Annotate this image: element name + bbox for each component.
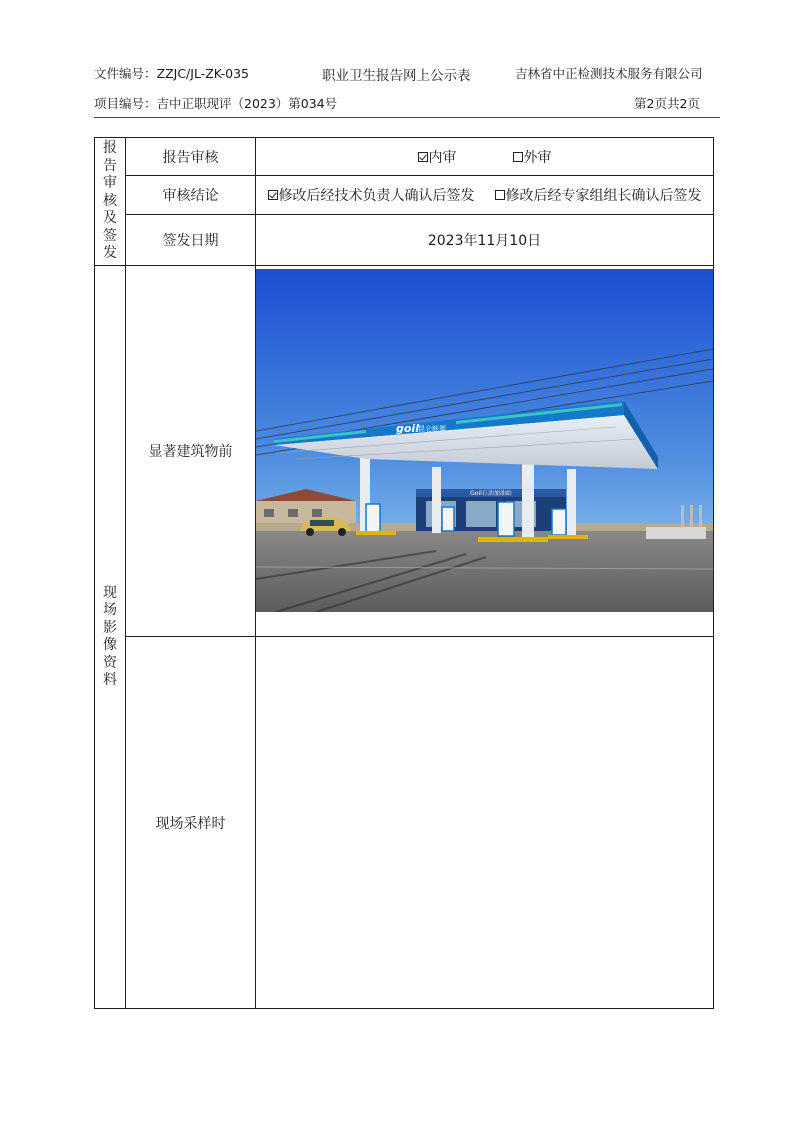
review-section-char: 签 — [103, 227, 117, 244]
checkbox-checked-icon — [268, 190, 278, 200]
checkbox-empty-icon — [513, 152, 523, 162]
image-section-label — [95, 266, 126, 1009]
building-photo-label: 显著建筑物前 — [126, 266, 256, 637]
image-section-char: 影 — [103, 619, 117, 636]
photo-row-sampling — [95, 637, 714, 1009]
document-title: 职业卫生报告网上公示表 — [322, 68, 471, 84]
header-divider — [94, 117, 720, 118]
image-section-char: 料 — [103, 672, 117, 688]
report-review-row — [95, 138, 714, 176]
forecourt — [256, 531, 713, 612]
building-photo-cell — [256, 266, 714, 637]
review-conclusion-label: 审核结论 — [126, 176, 256, 215]
expert-lead-signoff-checkbox[interactable] — [495, 185, 702, 205]
expert-lead-signoff-label: 修改后经专家组组长确认后签发 — [505, 188, 702, 204]
sign-date-row — [95, 215, 714, 266]
review-section-label — [95, 138, 126, 266]
review-section-char: 及 — [103, 210, 117, 227]
report-review-options — [256, 138, 714, 176]
image-section-char: 现 — [103, 584, 117, 601]
internal-review-label: 内审 — [428, 149, 457, 166]
disclosure-table — [94, 137, 714, 1009]
tech-lead-signoff-label: 修改后经技术负责人确认后签发 — [278, 188, 475, 204]
review-conclusion-row — [95, 176, 714, 215]
photo-row-building — [95, 266, 714, 637]
canopy-brand-text: 昆仑能源 — [418, 425, 446, 433]
sign-date-label: 签发日期 — [126, 215, 256, 266]
image-section-char: 场 — [103, 602, 117, 618]
external-review-checkbox[interactable] — [513, 147, 552, 167]
gas-station-photo — [256, 269, 713, 612]
report-review-label: 报告审核 — [126, 138, 256, 176]
review-section-char: 报 — [103, 140, 117, 157]
review-section-char: 审 — [103, 175, 117, 192]
image-section-char: 资 — [103, 654, 117, 671]
checkbox-empty-icon — [495, 190, 505, 200]
image-section-char: 像 — [103, 637, 117, 653]
page-indicator: 第2页共2页 — [634, 96, 700, 111]
project-number: 项目编号：吉中正职现评（2023）第034号 — [94, 96, 338, 111]
review-conclusion-options — [256, 176, 714, 215]
review-section-char: 发 — [103, 245, 117, 262]
review-section-char: 告 — [103, 157, 117, 174]
file-number: 文件编号：ZZJC/JL-ZK-035 — [94, 66, 250, 81]
company-name: 吉林省中正检测技术服务有限公司 — [515, 66, 703, 81]
review-section-char: 核 — [103, 192, 117, 209]
checkbox-checked-icon — [418, 152, 428, 162]
tech-lead-signoff-checkbox[interactable] — [268, 185, 475, 205]
internal-review-checkbox[interactable] — [418, 147, 457, 167]
external-review-label: 外审 — [523, 149, 552, 166]
sampling-photo-cell — [256, 637, 714, 1009]
sign-date-value: 2023年11月10日 — [256, 215, 714, 266]
sampling-photo-label: 现场采样时 — [126, 637, 256, 1009]
store-sign: Goil石油加油站 — [470, 490, 512, 497]
canopy-brand-logo: goil — [396, 422, 419, 435]
